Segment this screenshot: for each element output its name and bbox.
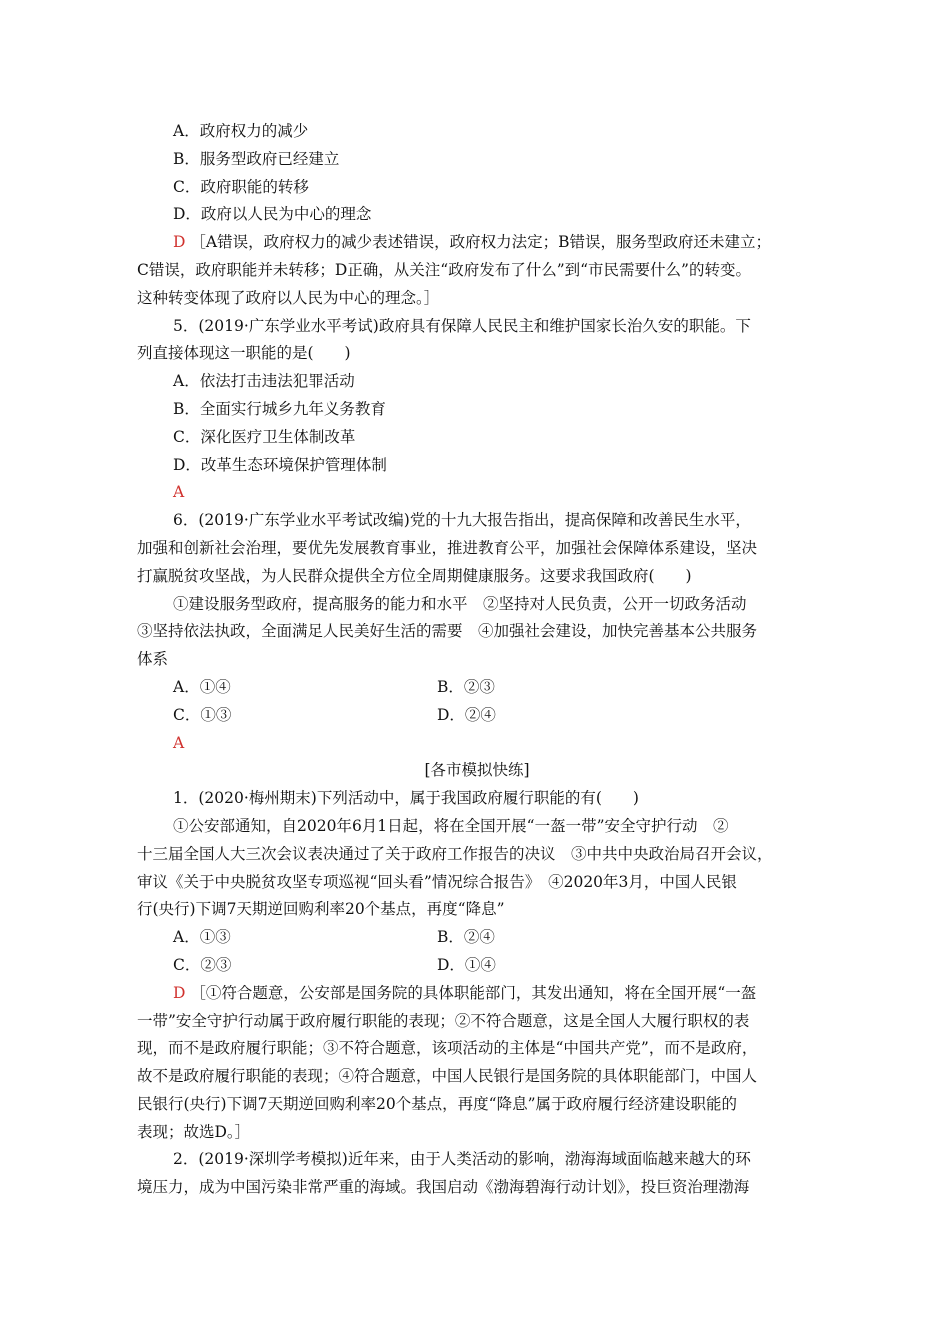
q6-answer: A	[173, 733, 185, 752]
q6-item-1: ①建设服务型政府，提高服务的能力和水平 ②坚持对人民负责，公开一切政务活动	[173, 594, 747, 613]
q5-stem-1: 5．(2019·广东学业水平考试)政府具有保障人民民主和维护国家长治久安的职能。下	[173, 316, 751, 335]
q6-stem-2: 加强和创新社会治理，要优先发展教育事业，推进教育公平，加强社会保障体系建设，坚决	[137, 538, 758, 557]
q6-option-a: A．①④	[173, 677, 231, 696]
section-title: [各市模拟快练]	[424, 761, 530, 780]
m1-options-row-2	[137, 952, 817, 980]
m1-stem: 1．(2020·梅州期末)下列活动中，属于我国政府履行职能的有( )	[173, 789, 639, 808]
m1-answer-line	[137, 980, 817, 1008]
m1-explanation-2: 一带”安全守护行动属于政府履行职能的表现；②不符合题意，这是全国人大履行职权的表	[137, 1011, 750, 1030]
q6-options-row-1	[137, 674, 817, 702]
m1-option-c: C．②③	[173, 955, 232, 974]
m1-answer: D	[173, 983, 186, 1002]
m1-explanation-5: 民银行(央行)下调7天期逆回购利率20个基点，再度“降息”属于政府履行经济建设职能的	[137, 1094, 738, 1113]
m1-item-1: ①公安部通知，自2020年6月1日起，将在全国开展“一盔一带”安全守护行动 ②	[173, 816, 729, 835]
m1-options-row-1	[137, 924, 817, 952]
q4-option-b: B．服务型政府已经建立	[173, 149, 340, 168]
q4-explanation-2: C错误，政府职能并未转移；D正确，从关注“政府发布了什么”到“市民需要什么”的转变。	[137, 260, 751, 279]
q6-stem-3: 打赢脱贫攻坚战，为人民群众提供全方位全周期健康服务。这要求我国政府( )	[137, 566, 692, 585]
m1-explanation-6: 表现；故选D。］	[137, 1122, 251, 1141]
q4-answer-line	[137, 229, 817, 257]
q6-stem-1: 6．(2019·广东学业水平考试改编)党的十九大报告指出，提高保障和改善民生水平，	[173, 511, 751, 530]
q5-answer: A	[173, 483, 185, 502]
m1-explanation-4: 故不是政府履行职能的表现；④符合题意，中国人民银行是国务院的具体职能部门，中国人	[137, 1067, 758, 1086]
q6-option-d: D．②④	[437, 705, 496, 724]
q5-option-b: B．全面实行城乡九年义务教育	[173, 399, 386, 418]
m2-stem-1: 2．(2019·深圳学考模拟)近年来，由于人类活动的影响，渤海海域面临越来越大的环	[173, 1150, 751, 1169]
m1-explanation-3: 现，而不是政府履行职能；③不符合题意，该项活动的主体是“中国共产党”，而不是政府，	[137, 1039, 758, 1058]
m1-option-a: A．①③	[173, 928, 231, 947]
q6-item-2: ③坚持依法执政，全面满足人民美好生活的需要 ④加强社会建设，加快完善基本公共服务	[137, 622, 758, 641]
q6-option-b: B．②③	[437, 677, 495, 696]
q5-option-c: C．深化医疗卫生体制改革	[173, 427, 356, 446]
q6-option-c: C．①③	[173, 705, 232, 724]
q4-explanation-1: ［A错误，政府权力的减少表述错误，政府权力法定；B错误，服务型政府还未建立；	[190, 233, 771, 252]
q4-option-d: D．政府以人民为中心的理念	[173, 205, 372, 224]
m1-option-b: B．②④	[437, 928, 495, 947]
m1-item-2: 十三届全国人大三次会议表决通过了关于政府工作报告的决议 ③中共中央政治局召开会议，	[137, 844, 773, 863]
q6-options-row-2	[137, 702, 817, 730]
q4-option-c: C．政府职能的转移	[173, 177, 309, 196]
q5-option-d: D．改革生态环境保护管理体制	[173, 455, 387, 474]
q4-answer: D	[173, 233, 186, 252]
m1-option-d: D．①④	[437, 955, 496, 974]
document-page	[137, 118, 817, 1202]
m1-explanation-1: ［①符合题意，公安部是国务院的具体职能部门，其发出通知，将在全国开展“一盔	[190, 983, 757, 1002]
q5-stem-2: 列直接体现这一职能的是( )	[137, 344, 351, 363]
q4-option-a: A．政府权力的减少	[173, 122, 309, 140]
q4-explanation-3: 这种转变体现了政府以人民为中心的理念。］	[137, 288, 440, 307]
m1-item-3: 审议《关于中央脱贫攻坚专项巡视“回头看”情况综合报告》 ④2020年3月，中国人民银	[137, 872, 737, 891]
q6-item-3: 体系	[137, 650, 169, 669]
m2-stem-2: 境压力，成为中国污染非常严重的海域。我国启动《渤海碧海行动计划》，投巨资治理渤海	[137, 1178, 750, 1197]
m1-item-4: 行(央行)下调7天期逆回购利率20个基点，再度“降息”	[137, 900, 505, 919]
q5-option-a: A．依法打击违法犯罪活动	[173, 372, 355, 391]
